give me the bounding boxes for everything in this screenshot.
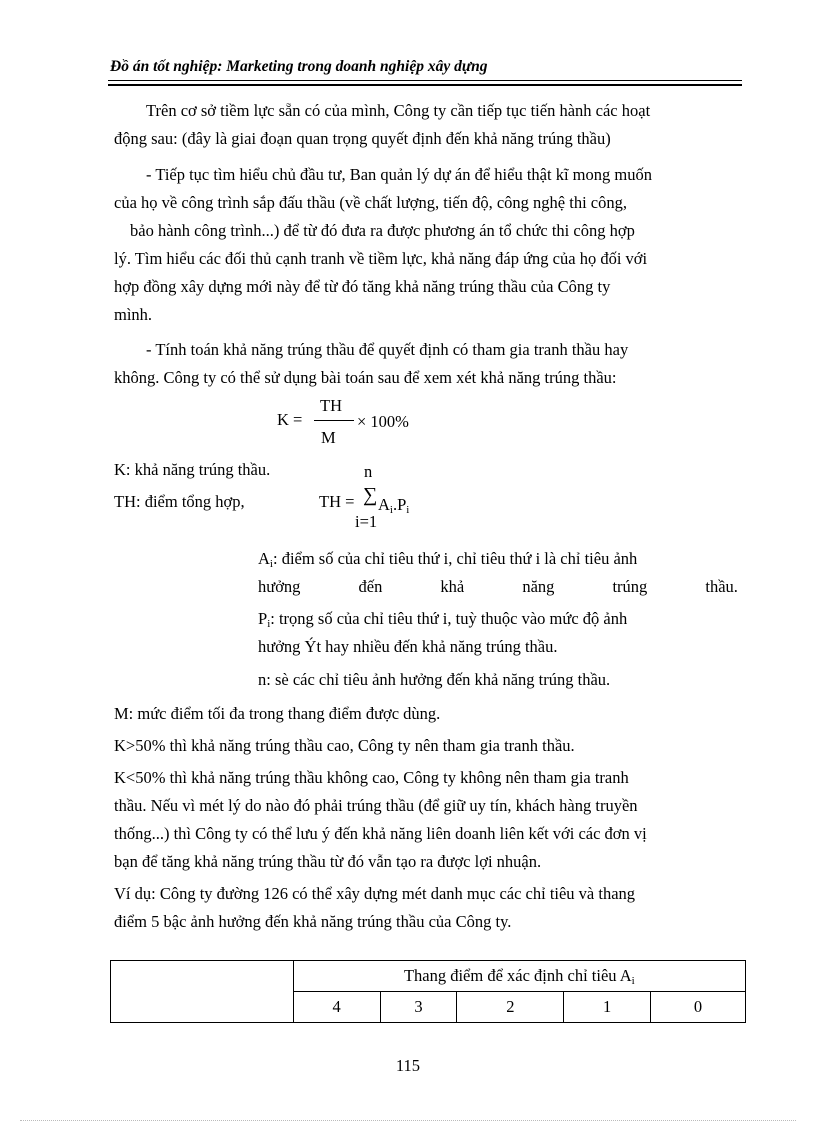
p1-line1: Trên cơ sở tiềm lực sẵn có của mình, Công ty cần tiếp tục tiến hành các hoạt <box>146 101 651 120</box>
p4-line2: K<50% thì khả năng trúng thầu không cao, Công ty không nên tham gia tranh <box>114 768 629 787</box>
sum-upper-limit: n <box>364 462 373 481</box>
table-col-1: 1 <box>564 992 651 1023</box>
formula-k-rhs: × 100% <box>357 412 409 431</box>
score-table <box>110 960 746 1023</box>
fraction-bar <box>314 420 354 421</box>
table-col-0: 0 <box>651 992 746 1023</box>
p2-line1: - Tiếp tục tìm hiểu chủ đầu tư, Ban quản lý dự án để hiểu thật kĩ mong muốn <box>146 165 652 184</box>
page-bottom-dotted-rule <box>20 1120 796 1121</box>
def-th: TH: điểm tổng hợp, <box>114 492 245 511</box>
p4-line3: thầu. Nếu vì mét lý do nào đó phải trúng thầu (để giữ uy tín, khách hàng truyền <box>114 796 638 815</box>
def-m: M: mức điểm tối đa trong thang điểm được dùng. <box>114 704 441 723</box>
formula-th-lhs: TH = <box>319 492 355 511</box>
running-header: Đồ án tốt nghiệp: Marketing trong doanh nghiệp xây dựng <box>110 58 488 75</box>
def-n: n: sè các chỉ tiêu ảnh hưởng đến khả năng trúng thầu. <box>258 670 611 689</box>
p3-line2: không. Công ty có thể sử dụng bài toán sau để xem xét khả năng trúng thầu: <box>114 368 617 387</box>
formula-th-term: $A_i.P_i$ <box>378 495 410 516</box>
def-p-line2: hưởng Ýt hay nhiều đến khả năng trúng thầu. <box>258 637 558 656</box>
p4-line4: thống...) thì Công ty có thể lưu ý đến khả năng liên doanh liên kết với các đơn vị <box>114 824 647 843</box>
header-rule-thin <box>108 80 742 81</box>
p4-line5: bạn để tăng khả năng trúng thầu từ đó vẫn tạo ra được lợi nhuận. <box>114 852 542 871</box>
p3-line1: - Tính toán khả năng trúng thầu để quyết định có tham gia tranh thầu hay <box>146 340 629 359</box>
def-k: K: khả năng trúng thầu. <box>114 460 271 479</box>
table-col-4: 4 <box>293 992 380 1023</box>
header-rule-thick <box>108 84 742 86</box>
def-a-line2: hưởng đến khả năng trúng thầu. <box>258 577 738 596</box>
table-col-2: 2 <box>457 992 564 1023</box>
def-p-line1: $P_i$: trọng số của chỉ tiêu thứ i, tuỳ thuộc vào mức độ ảnh <box>258 609 628 630</box>
p1-line2: động sau: (đây là giai đoạn quan trọng quyết định đến khả năng trúng thầu) <box>114 129 611 148</box>
p2-line2: của họ về công trình sắp đấu thầu (về chất lượng, tiến độ, công nghệ thi công, <box>114 193 627 212</box>
p5-line1: Ví dụ: Công ty đường 126 có thể xây dựng mét danh mục các chỉ tiêu và thang <box>114 884 636 903</box>
sigma-symbol: ∑ <box>363 484 378 506</box>
sum-lower-limit: i=1 <box>355 512 378 531</box>
formula-k-lhs: K = <box>277 410 303 429</box>
def-a-line1: $A_i$: điểm số của chỉ tiêu thứ i, chỉ tiêu thứ i là chỉ tiêu ảnh <box>258 549 638 570</box>
p2-line5: hợp đồng xây dựng mới này để từ đó tăng khả năng trúng thầu của Công ty <box>114 277 611 296</box>
p2-line4: lý. Tìm hiểu các đối thủ cạnh tranh về tiềm lực, khả năng đáp ứng của họ đối với <box>114 249 648 268</box>
table-empty-cell <box>111 961 294 1023</box>
table-header: Thang điểm để xác định chỉ tiêu $A_i$ <box>293 961 745 992</box>
page-number: 115 <box>395 1056 421 1075</box>
p2-line6: mình. <box>114 305 153 324</box>
p5-line2: điểm 5 bậc ảnh hưởng đến khả năng trúng thầu của Công ty. <box>114 912 512 931</box>
p4-line1: K>50% thì khả năng trúng thầu cao, Công ty nên tham gia tranh thầu. <box>114 736 575 755</box>
table-col-3: 3 <box>380 992 457 1023</box>
p2-line3: bảo hành công trình...) để từ đó đưa ra được phương án tổ chức thi công hợp <box>130 221 635 240</box>
formula-k-numerator: TH <box>320 396 342 415</box>
formula-k-denominator: M <box>321 428 336 447</box>
